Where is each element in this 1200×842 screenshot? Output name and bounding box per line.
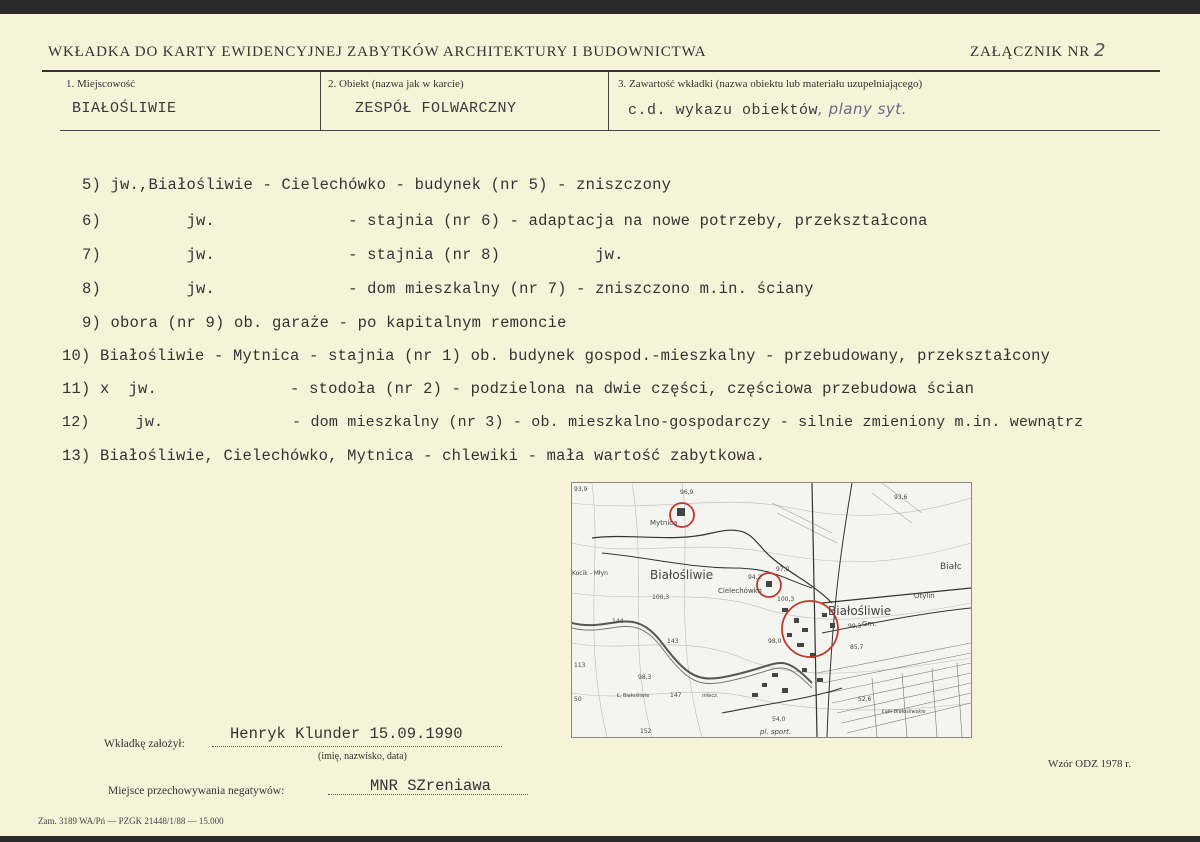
list-item bbox=[82, 246, 624, 264]
content-value-handwritten: , plany syt. bbox=[818, 100, 907, 118]
map-elevation: 100,3 bbox=[652, 594, 670, 601]
field-divider-1 bbox=[320, 72, 321, 130]
list-item bbox=[82, 176, 671, 194]
map-elevation: 147 bbox=[670, 692, 682, 699]
map-label-bialosliwie-big: Białośliwie bbox=[828, 604, 892, 618]
map-elevation: 52,6 bbox=[858, 696, 872, 703]
map-elevation: 143 bbox=[667, 638, 679, 645]
negatives-location-line bbox=[328, 794, 528, 795]
entry-text: jw. - stajnia (nr 8) jw. bbox=[110, 246, 624, 264]
map-elevation: 100,3 bbox=[777, 596, 795, 603]
map-label-laki: Łąki Białośliwskie bbox=[882, 709, 926, 715]
created-by-caption: (imię, nazwisko, data) bbox=[318, 751, 407, 762]
object-value: ZESPÓŁ FOLWARCZNY bbox=[355, 100, 517, 117]
scan-edge-bottom bbox=[0, 836, 1200, 842]
entry-number: 8) bbox=[82, 280, 102, 298]
scan-edge-top bbox=[0, 0, 1200, 14]
list-item bbox=[62, 447, 765, 465]
map-elevation: 96,9 bbox=[680, 489, 694, 496]
annex-label bbox=[970, 40, 1106, 61]
map-elevation: 98,0 bbox=[768, 638, 782, 645]
map-elevation: 98,3 bbox=[638, 674, 652, 681]
entry-number: 11) bbox=[62, 380, 91, 398]
map-label-pl-sport: pl. sport. bbox=[760, 728, 792, 736]
list-item bbox=[82, 280, 814, 298]
map-label-gm: Gm. bbox=[862, 620, 877, 628]
object-label: 2. Obiekt (nazwa jak w karcie) bbox=[328, 78, 464, 90]
map-label-bialosliwie-small: Białośliwie bbox=[650, 568, 714, 582]
list-item bbox=[62, 414, 1083, 431]
form-pattern: Wzór ODZ 1978 r. bbox=[1048, 758, 1132, 770]
map-elevation: 144 bbox=[612, 618, 624, 625]
map-label-cielechowko: Cielechówko bbox=[718, 587, 762, 595]
list-item bbox=[62, 380, 974, 398]
entry-number: 9) bbox=[82, 314, 102, 332]
locality-label: 1. Miejscowość bbox=[66, 78, 136, 90]
content-label: 3. Zawartość wkładki (nazwa obiektu lub materiału uzupełniającego) bbox=[618, 78, 923, 90]
map-label-l-bialosliwie: Ł. Białośliwie bbox=[617, 693, 650, 699]
negatives-location-label: Miejsce przechowywania negatywów: bbox=[108, 785, 285, 797]
list-item bbox=[62, 347, 1050, 365]
created-by-label: Wkładkę założył: bbox=[104, 738, 185, 750]
map-label-mlecz: mlecz. bbox=[702, 693, 719, 699]
entry-text: Białośliwie - Mytnica - stajnia (nr 1) ob. budynek gospod.-mieszkalny - przebudowany, przekształcony bbox=[100, 347, 1051, 365]
entry-text: obora (nr 9) ob. garaże - po kapitalnym remoncie bbox=[110, 314, 567, 332]
entry-text: jw.,Białośliwie - Cielechówko - budynek (nr 5) - zniszczony bbox=[110, 176, 672, 194]
created-by-value: Henryk Klunder 15.09.1990 bbox=[230, 725, 463, 743]
entry-number: 10) bbox=[62, 347, 91, 365]
entry-number: 12) bbox=[62, 414, 90, 431]
map-elevation: 99,3 bbox=[848, 623, 862, 630]
entry-number: 13) bbox=[62, 447, 91, 465]
entry-text: Białośliwie, Cielechówko, Mytnica - chlewiki - mała wartość zabytkowa. bbox=[100, 447, 766, 465]
created-by-line bbox=[212, 746, 502, 747]
map-elevation: 97,0 bbox=[776, 566, 790, 573]
entry-number: 6) bbox=[82, 212, 102, 230]
annex-label-text: ZAŁĄCZNIK NR bbox=[970, 44, 1091, 60]
entry-text: jw. - dom mieszkalny (nr 3) - ob. mieszkalno-gospodarczy - silnie zmieniony m.in. wewnątrz bbox=[98, 414, 1084, 431]
content-value-typed: c.d. wykazu obiektów bbox=[628, 102, 819, 119]
negatives-location-value: MNR SZreniawa bbox=[370, 777, 491, 795]
location-map bbox=[571, 482, 972, 738]
form-title: WKŁADKA DO KARTY EWIDENCYJNEJ ZABYTKÓW ARCHITEKTURY I BUDOWNICTWA bbox=[48, 44, 707, 60]
entry-number: 5) bbox=[82, 176, 102, 194]
entry-number: 7) bbox=[82, 246, 102, 264]
annex-number: 2 bbox=[1094, 40, 1107, 61]
field-divider-2 bbox=[608, 72, 609, 130]
map-label-kocik-mlyn: Kocik - Młyn bbox=[572, 570, 608, 577]
map-elevation: 94,2 bbox=[748, 574, 762, 581]
map-elevation: 93,9 bbox=[574, 486, 588, 493]
list-item bbox=[82, 314, 567, 332]
entry-text: jw. - dom mieszkalny (nr 7) - zniszczono m.in. ściany bbox=[110, 280, 814, 298]
header-rule bbox=[42, 70, 1160, 72]
map-elevation: 113 bbox=[574, 662, 586, 669]
map-label-otylin: Otylin bbox=[914, 592, 935, 600]
map-elevation: 50 bbox=[574, 696, 582, 703]
map-elevation: 85,7 bbox=[850, 644, 864, 651]
entry-text: x jw. - stodoła (nr 2) - podzielona na dwie części, częściowa przebudowa ścian bbox=[100, 380, 975, 398]
print-info: Zam. 3189 WA/Pń — PZGK 21448/1/88 — 15.000 bbox=[38, 816, 224, 826]
entry-text: jw. - stajnia (nr 6) - adaptacja na nowe potrzeby, przekształcona bbox=[110, 212, 928, 230]
map-label-bialc: Białc bbox=[940, 562, 962, 572]
content-value bbox=[628, 100, 907, 119]
locality-value: BIAŁOŚLIWIE bbox=[72, 100, 177, 117]
map-elevation: 93,6 bbox=[894, 494, 908, 501]
map-drawing bbox=[572, 483, 971, 737]
map-label-mytnica: Mytnica bbox=[650, 519, 678, 527]
list-item bbox=[82, 212, 928, 230]
map-elevation: 152 bbox=[640, 728, 652, 735]
map-elevation: 54,0 bbox=[772, 716, 786, 723]
fields-rule bbox=[60, 130, 1160, 131]
